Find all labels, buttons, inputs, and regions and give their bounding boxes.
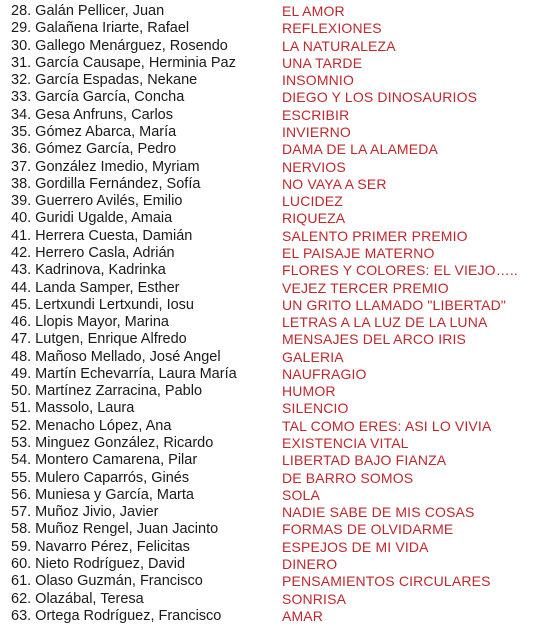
- participant-name: 49. Martín Echevarría, Laura María: [11, 365, 237, 382]
- work-title: FORMAS DE OLVIDARME: [282, 521, 454, 538]
- work-title: RIQUEZA: [282, 210, 346, 227]
- work-title: LETRAS A LA LUZ DE LA LUNA: [282, 314, 488, 331]
- list-item: [0, 159, 553, 176]
- participant-name: 58. Muñoz Rengel, Juan Jacinto: [11, 521, 219, 538]
- work-title: MENSAJES DEL ARCO IRIS: [282, 331, 467, 348]
- work-title: LUCIDEZ: [282, 193, 343, 210]
- list-item: [0, 487, 553, 504]
- list-item: [0, 280, 553, 297]
- participant-name: 29. Galañena Iriarte, Rafael: [11, 20, 190, 37]
- work-title: EL AMOR: [282, 3, 345, 19]
- list-item: [0, 435, 553, 452]
- participant-name: 43. Kadrinova, Kadrinka: [11, 262, 166, 279]
- list-item: [0, 245, 553, 262]
- work-title: EL PAISAJE MATERNO: [282, 244, 435, 261]
- list-item: [0, 55, 553, 72]
- list-item: [0, 141, 553, 158]
- participant-name: 33. García García, Concha: [11, 89, 185, 106]
- participant-name: 38. Gordilla Fernández, Sofía: [11, 175, 201, 192]
- work-title: SALENTO PRIMER PREMIO: [282, 227, 468, 244]
- participant-name: 59. Navarro Pérez, Felicitas: [11, 538, 190, 555]
- participant-name: 44. Landa Samper, Esther: [11, 279, 180, 296]
- work-title: NAUFRAGIO: [282, 365, 367, 382]
- list-item: [0, 504, 553, 521]
- list-item: [0, 383, 553, 400]
- list-item: [0, 228, 553, 245]
- work-title: UNA TARDE: [282, 54, 363, 71]
- participant-name: 53. Minguez González, Ricardo: [11, 435, 214, 452]
- participant-name: 31. García Causape, Herminia Paz: [11, 54, 236, 71]
- work-title: INSOMNIO: [282, 72, 354, 89]
- participant-name: 35. Gómez Abarca, María: [11, 123, 177, 140]
- participant-name: 32. García Espadas, Nekane: [11, 72, 198, 89]
- work-title: SILENCIO: [282, 400, 349, 417]
- participant-name: 51. Massolo, Laura: [11, 400, 135, 417]
- work-title: NERVIOS: [282, 158, 346, 175]
- participant-name: 52. Menacho López, Ana: [11, 417, 172, 434]
- list-item: [0, 72, 553, 89]
- participant-name: 47. Lutgen, Enrique Alfredo: [11, 331, 187, 348]
- work-title: REFLEXIONES: [282, 20, 382, 37]
- work-title: VEJEZ TERCER PREMIO: [282, 279, 449, 296]
- work-title: GALERIA: [282, 348, 344, 365]
- work-title: DE BARRO SOMOS: [282, 469, 414, 486]
- work-title: DAMA DE LA ALAMEDA: [282, 141, 438, 158]
- list-item: [0, 400, 553, 417]
- list-item: [0, 521, 553, 538]
- list-item: [0, 38, 553, 55]
- work-title: SOLA: [282, 486, 320, 503]
- work-title: AMAR: [282, 607, 324, 624]
- participant-name: 40. Guridi Ugalde, Amaia: [11, 210, 173, 227]
- list-item: [0, 556, 553, 573]
- list-item: [0, 349, 553, 366]
- work-title: SONRISA: [282, 590, 347, 607]
- participant-name: 55. Mulero Caparrós, Ginés: [11, 469, 190, 486]
- participant-name: 41. Herrera Cuesta, Damián: [11, 227, 193, 244]
- work-title: FLORES Y COLORES: EL VIEJO…..: [282, 262, 518, 279]
- participant-name: 50. Martínez Zarracina, Pablo: [11, 383, 203, 400]
- participant-name: 63. Ortega Rodríguez, Francisco: [11, 607, 222, 624]
- participant-name: 45. Lertxundi Lertxundi, Iosu: [11, 296, 194, 313]
- participant-name: 54. Montero Camarena, Pilar: [11, 452, 198, 469]
- participant-name: 36. Gómez García, Pedro: [11, 141, 177, 158]
- work-title: HUMOR: [282, 383, 336, 400]
- list-item: [0, 3, 553, 20]
- participant-name: 42. Herrero Casla, Adrián: [11, 244, 175, 261]
- work-title: LA NATURALEZA: [282, 37, 396, 54]
- work-title: INVIERNO: [282, 123, 351, 140]
- participant-name: 57. Muñoz Jivio, Javier: [11, 504, 159, 521]
- list-item: [0, 20, 553, 37]
- participant-name: 46. Llopis Mayor, Marina: [11, 314, 169, 331]
- list-item: [0, 470, 553, 487]
- work-title: NO VAYA A SER: [282, 175, 387, 192]
- work-title: NADIE SABE DE MIS COSAS: [282, 504, 475, 521]
- work-title: TAL COMO ERES: ASI LO VIVIA: [282, 417, 492, 434]
- list-item: [0, 539, 553, 556]
- participant-name: 37. González Imedio, Myriam: [11, 158, 200, 175]
- list-item: [0, 573, 553, 590]
- list-item: [0, 297, 553, 314]
- list-item: [0, 366, 553, 383]
- work-title: ESPEJOS DE MI VIDA: [282, 538, 429, 555]
- work-title: PENSAMIENTOS CIRCULARES: [282, 573, 491, 590]
- list-item: [0, 591, 553, 608]
- list-item: [0, 124, 553, 141]
- participant-name: 61. Olaso Guzmán, Francisco: [11, 573, 203, 590]
- list-item: [0, 331, 553, 348]
- participant-name: 60. Nieto Rodríguez, David: [11, 556, 186, 572]
- list-item: [0, 452, 553, 469]
- participant-name: 34. Gesa Anfruns, Carlos: [11, 106, 173, 123]
- participant-name: 39. Guerrero Avilés, Emilio: [11, 193, 183, 210]
- list-item: [0, 210, 553, 227]
- list-item: [0, 608, 553, 625]
- work-title: DIEGO Y LOS DINOSAURIOS: [282, 89, 478, 106]
- participant-name: 48. Mañoso Mellado, José Angel: [11, 348, 221, 365]
- participant-list: [0, 3, 553, 625]
- participant-name: 30. Gallego Menárguez, Rosendo: [11, 37, 228, 54]
- work-title: EXISTENCIA VITAL: [282, 435, 409, 452]
- list-item: [0, 314, 553, 331]
- list-item: [0, 176, 553, 193]
- participant-name: 56. Muniesa y García, Marta: [11, 486, 194, 503]
- participant-name: 62. Olazábal, Teresa: [11, 590, 144, 607]
- list-item: [0, 418, 553, 435]
- list-item: [0, 107, 553, 124]
- list-item: [0, 262, 553, 279]
- work-title: UN GRITO LLAMADO "LIBERTAD": [282, 296, 507, 313]
- participant-name: 28. Galán Pellicer, Juan: [11, 3, 165, 19]
- list-item: [0, 193, 553, 210]
- list-item: [0, 89, 553, 106]
- work-title: ESCRIBIR: [282, 106, 350, 123]
- work-title: LIBERTAD BAJO FIANZA: [282, 452, 447, 469]
- work-title: DINERO: [282, 556, 338, 572]
